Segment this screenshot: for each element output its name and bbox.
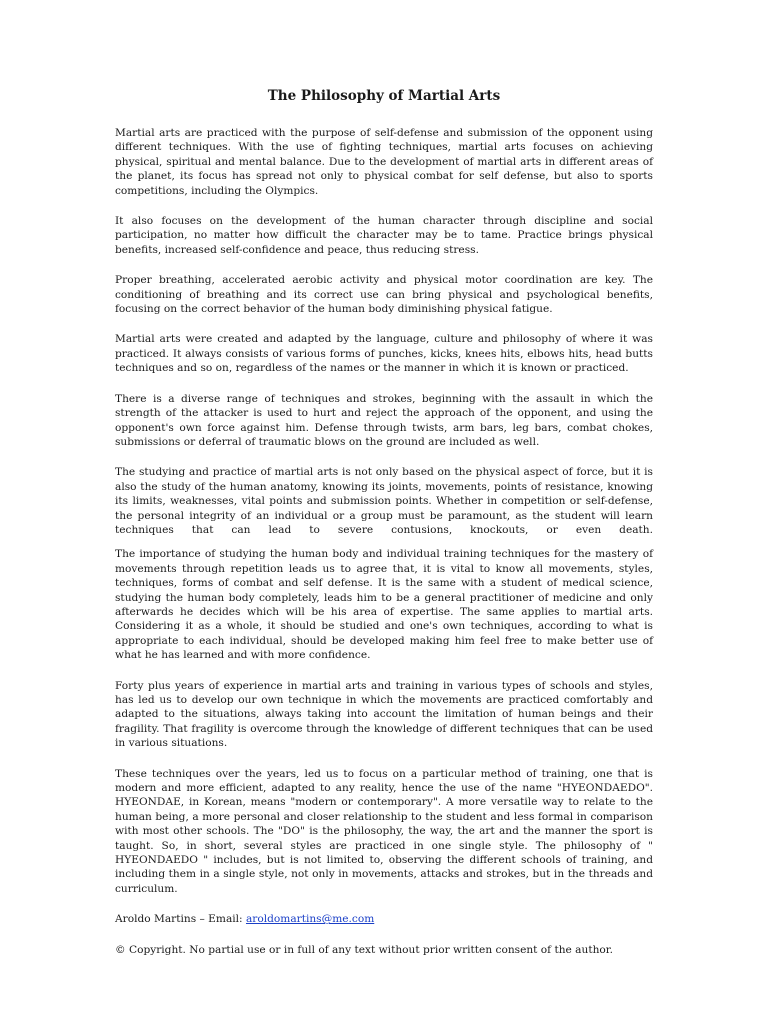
paragraph-9: These techniques over the years, led us to focus on a particular method of training, one that is modern and more efficient, adapted to any reality, hence the use of the name "HYEONDAEDO". HYEONDAE, in Korean, means "modern or contemporary". A more versatile way to relate to the human being, a more personal and closer relationship to the student and less formal in comparison with most other schools. The "DO" is the philosophy, the way, the art and the manner the sport is taught. So, in short, several styles are practiced in one single style. The philosophy of " HYEONDAEDO " includes, but is not limited to, observing the different schools of training, and including them in a single style, not only in movements, attacks and strokes, but in the threads and curriculum. [115, 767, 653, 895]
author-line [115, 912, 653, 926]
paragraph-7: The importance of studying the human body and individual training techniques for the mastery of movements through repetition leads us to agree that, it is vital to know all movements, styles, techniques, forms of combat and self defense. It is the same with a student of medical science, studying the human body completely, leads him to be a general practitioner of medicine and only afterwards he decides which will be his area of expertise. The same applies to martial arts. Considering it as a whole, it should be studied and one's own techniques, according to what is appropriate to each individual, should be developed making him feel free to make better use of what he has learned and with more confidence. [115, 548, 653, 662]
copyright-notice: © Copyright. No partial use or in full of any text without prior written consent of the author. [115, 943, 614, 956]
paragraph-3: Proper breathing, accelerated aerobic activity and physical motor coordination are key. The conditioning of breathing and its correct use can bring physical and psychological benefits, focusing on the correct behavior of the human body diminishing physical fatigue. [115, 274, 653, 316]
author-label: Aroldo Martins – Email: [115, 913, 246, 926]
paragraph-8: Forty plus years of experience in martial arts and training in various types of schools and styles, has led us to develop our own technique in which the movements are practiced comfortably and adapted to the situations, always taking into account the limitation of human beings and their fragility. That fragility is overcome through the knowledge of different techniques that can be used in various situations. [115, 679, 653, 750]
paragraph-1: Martial arts are practiced with the purpose of self-defense and submission of the opponent using different techniques. With the use of fighting techniques, martial arts focuses on achieving physical, spiritual and mental balance. Due to the development of martial arts in different areas of the planet, its focus has spread not only to physical combat for self defense, but also to sports competitions, including the Olympics. [115, 127, 653, 197]
author-email-link[interactable]: aroldomartins@me.com [245, 913, 375, 926]
paragraph-6: The studying and practice of martial arts is not only based on the physical aspect of force, but it is also the study of the human anatomy, knowing its joints, movements, points of resistance, knowing its limits, weaknesses, vital points and submission points. Whether in competition or self-defense, the personal integrity of an individual or a group must be paramount, as the student will learn techniques that can lead to severe contusions, knockouts, or even death. [115, 466, 653, 536]
paragraph-4: Martial arts were created and adapted by the language, culture and philosophy of where it was practiced. It always consists of various forms of punches, kicks, knees hits, elbows hits, head butts techniques and so on, regardless of the names or the manner in which it is known or practiced. [115, 333, 653, 375]
paragraph-5: There is a diverse range of techniques and strokes, beginning with the assault in which the strength of the attacker is used to hurt and reject the approach of the opponent, and using the opponent's own force against him. Defense through twists, arm bars, leg bars, combat chokes, submissions or deferral of traumatic blows on the ground are included as well. [115, 392, 653, 448]
document-title: The Philosophy of Martial Arts [267, 88, 501, 104]
paragraph-2: It also focuses on the development of the human character through discipline and social participation, no matter how difficult the character may be to tame. Practice brings physical benefits, increased self-confidence and peace, thus reducing stress. [115, 215, 653, 256]
